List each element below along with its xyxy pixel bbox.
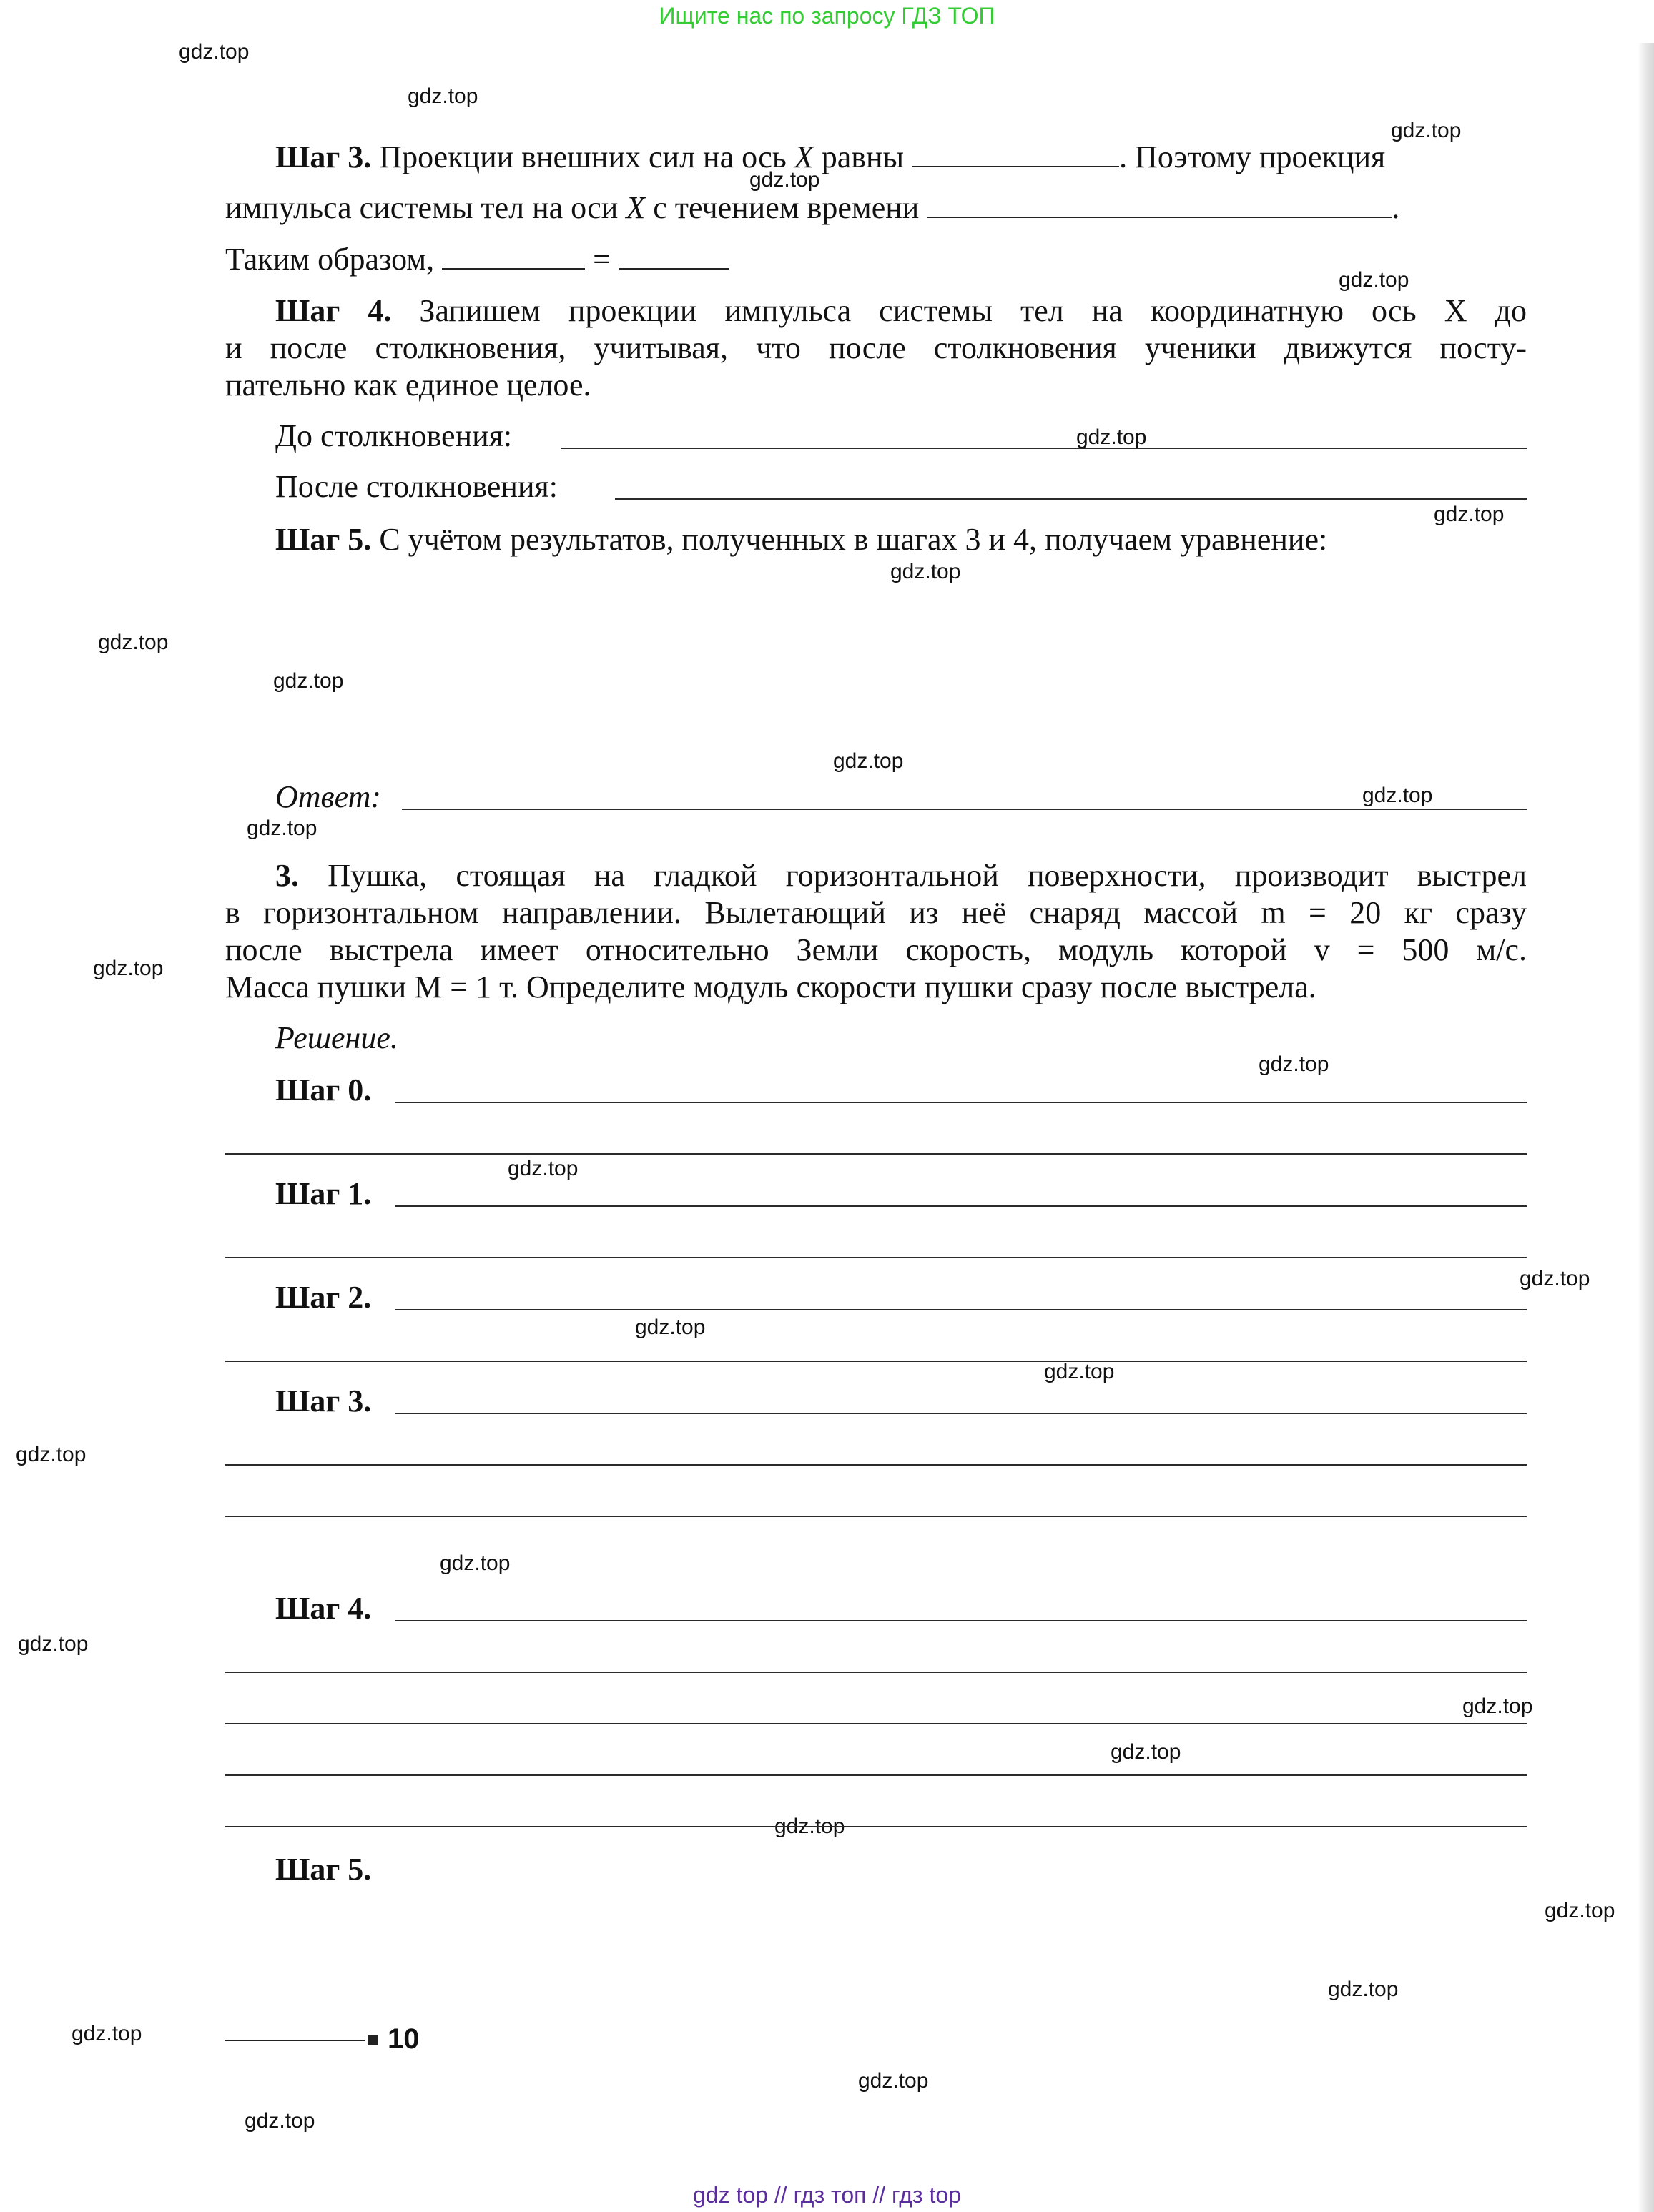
problem3-line4: Масса пушки M = 1 т. Определите модуль скорости пушки сразу после выстрела. <box>225 969 1316 1004</box>
after-collision-line[interactable] <box>615 498 1527 500</box>
step4-line2: и после столкновения, учитывая, что после столкновения ученики движутся посту- <box>225 330 1527 365</box>
answer-label: Ответ: <box>275 779 382 814</box>
watermark: gdz.top <box>1339 268 1409 292</box>
step4-line[interactable] <box>225 1774 1527 1776</box>
watermark: gdz.top <box>72 2022 142 2045</box>
watermark: gdz.top <box>247 816 317 840</box>
watermark: gdz.top <box>1362 784 1433 807</box>
watermark: gdz.top <box>1259 1052 1329 1076</box>
watermark: gdz.top <box>98 631 169 654</box>
watermark: gdz.top <box>1462 1694 1533 1718</box>
problem3-line3: после выстрела имеет относительно Земли скорость, модуль которой v = 500 м/с. <box>225 932 1527 967</box>
solution-step0-label: Шаг 0. <box>275 1072 372 1107</box>
solution-step4-label: Шаг 4. <box>275 1591 372 1626</box>
problem3-number: 3. <box>275 858 299 893</box>
step5-label: Шаг 5. <box>275 522 372 557</box>
before-collision-line[interactable] <box>561 448 1527 449</box>
watermark: gdz.top <box>890 560 961 583</box>
step4-line3: пательно как единое целое. <box>225 367 591 403</box>
solution-step1-label: Шаг 1. <box>275 1176 372 1211</box>
watermark: gdz.top <box>1111 1740 1181 1764</box>
step4-after-label: После столкновения: <box>275 469 558 504</box>
problem3-line2: в горизонтальном направлении. Вылетающий из неё снаряд массой m = 20 кг сразу <box>225 895 1527 930</box>
watermark: gdz.top <box>93 957 164 980</box>
page-number: 10 <box>225 2023 420 2055</box>
watermark: gdz.top <box>245 2109 315 2133</box>
axis-x: X <box>626 190 646 225</box>
solution-step3-label: Шаг 3. <box>275 1383 372 1418</box>
watermark: gdz.top <box>774 1814 845 1838</box>
top-banner[interactable]: Ищите нас по запросу ГДЗ ТОП <box>659 3 995 29</box>
axis-x: X <box>794 139 814 174</box>
step2-line[interactable] <box>395 1309 1527 1310</box>
page-edge-shadow <box>1638 43 1654 2212</box>
watermark: gdz.top <box>16 1443 87 1466</box>
step4-line[interactable] <box>395 1620 1527 1621</box>
watermark: gdz.top <box>508 1157 579 1180</box>
footer-links[interactable]: gdz top // гдз топ // гдз top <box>693 2182 961 2208</box>
watermark: gdz.top <box>18 1632 89 1656</box>
page-number-square <box>368 2035 378 2045</box>
watermark: gdz.top <box>1391 119 1462 142</box>
watermark: gdz.top <box>1520 1267 1590 1290</box>
watermark: gdz.top <box>1434 503 1505 526</box>
step4-line[interactable] <box>225 1672 1527 1673</box>
step4-label: Шаг 4. <box>275 293 392 328</box>
step3-blank-left[interactable] <box>442 241 585 270</box>
watermark: gdz.top <box>408 84 478 108</box>
step2-line[interactable] <box>225 1361 1527 1362</box>
step3-line[interactable] <box>225 1464 1527 1466</box>
watermark: gdz.top <box>1328 1978 1399 2001</box>
step3-label: Шаг 3. <box>275 139 372 174</box>
step4-line1: Шаг 4. Запишем проекции импульса системы тел на координатную ось X до <box>275 293 1527 328</box>
step3-line[interactable] <box>225 1516 1527 1517</box>
watermark: gdz.top <box>1076 425 1147 449</box>
watermark: gdz.top <box>858 2069 929 2093</box>
step4-line[interactable] <box>225 1723 1527 1724</box>
watermark: gdz.top <box>1545 1899 1615 1922</box>
step0-line[interactable] <box>225 1153 1527 1155</box>
solution-label: Решение. <box>275 1020 398 1055</box>
watermark: gdz.top <box>833 749 904 773</box>
problem3-line1: 3. Пушка, стоящая на гладкой горизонтальной поверхности, производит выстрел <box>275 858 1527 893</box>
step3-line1: Шаг 3. Проекции внешних сил на ось X равны . Поэтому проекция <box>275 139 1386 174</box>
step3-blank-momentum[interactable] <box>927 189 1392 218</box>
step4-before-label: До столкновения: <box>275 418 513 453</box>
watermark: gdz.top <box>635 1315 706 1339</box>
answer-line[interactable] <box>402 809 1527 810</box>
watermark: gdz.top <box>440 1551 511 1575</box>
solution-step5-label: Шаг 5. <box>275 1852 372 1887</box>
solution-step2-label: Шаг 2. <box>275 1280 372 1315</box>
watermark: gdz.top <box>749 168 820 192</box>
page-number-rule <box>225 2040 365 2041</box>
watermark: gdz.top <box>273 669 344 693</box>
step3-line3: Таким образом, = <box>225 241 1527 277</box>
step5-line: Шаг 5. С учётом результатов, полученных в шагах 3 и 4, получаем уравнение: <box>275 522 1328 557</box>
step1-line[interactable] <box>225 1257 1527 1258</box>
step1-line[interactable] <box>395 1205 1527 1207</box>
watermark: gdz.top <box>179 40 250 64</box>
step3-blank-right[interactable] <box>619 241 729 270</box>
step3-line2: импульса системы тел на оси X с течением времени . <box>225 190 1400 225</box>
step0-line[interactable] <box>395 1102 1527 1103</box>
watermark: gdz.top <box>1044 1360 1115 1383</box>
step3-line[interactable] <box>395 1413 1527 1414</box>
step4-line[interactable] <box>225 1826 1527 1827</box>
step3-blank-forces[interactable] <box>912 139 1119 167</box>
